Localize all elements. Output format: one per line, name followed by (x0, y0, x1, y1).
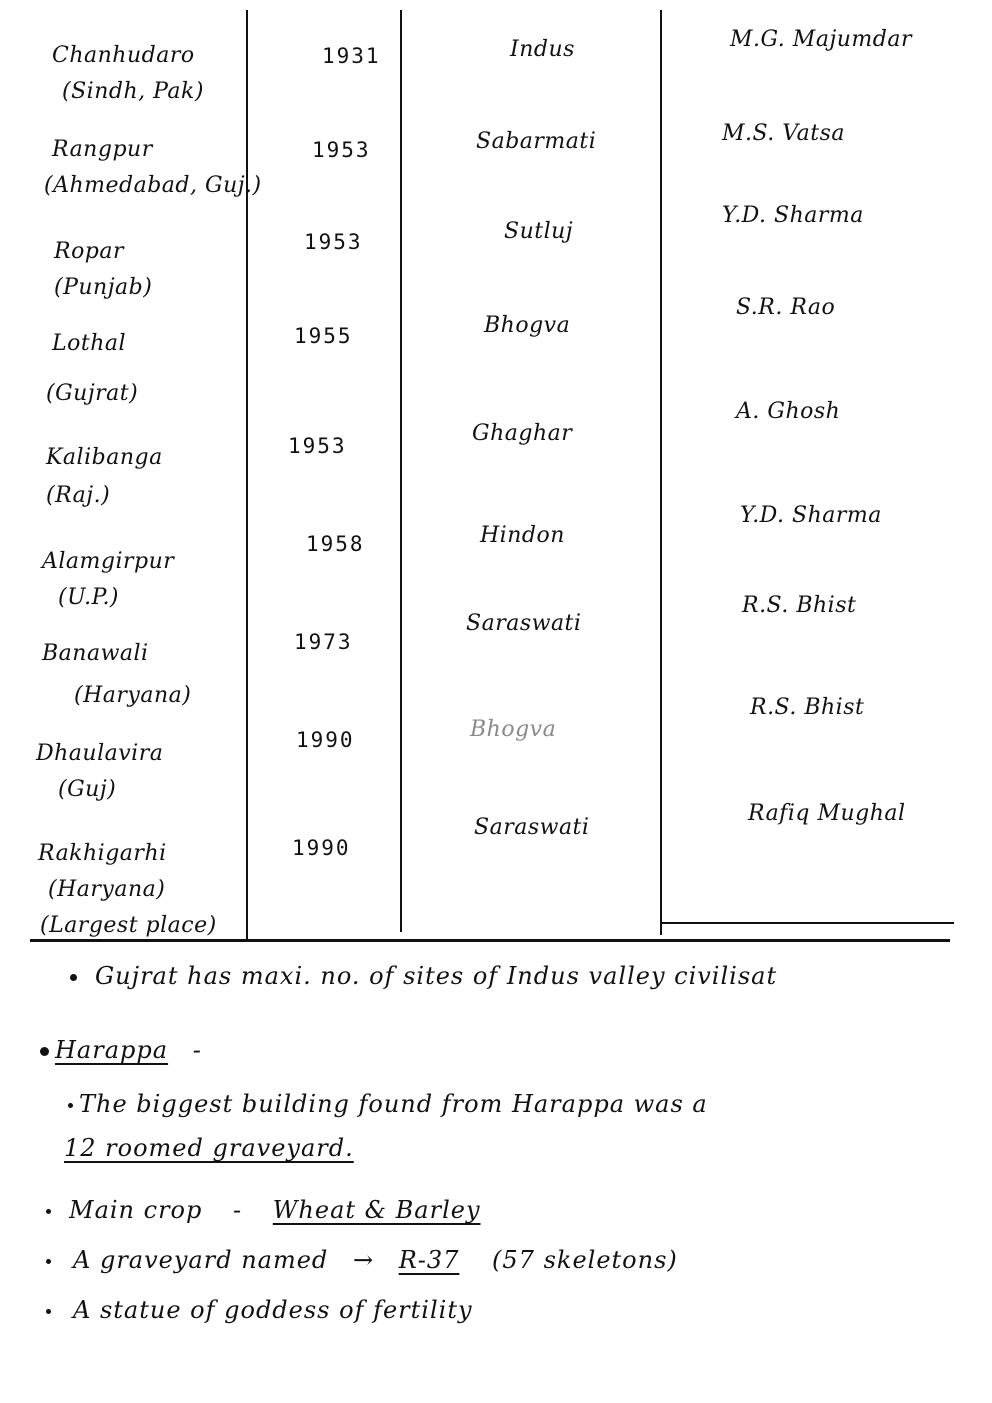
note-biggest-building: The biggest building found from Harappa was a (68, 1090, 708, 1118)
table-row-year: 1953 (304, 230, 363, 254)
site-name: Rakhigarhi (38, 841, 167, 866)
table-row-year: 1931 (322, 44, 381, 68)
table-row-site (36, 736, 163, 808)
table-row-excavator: S.R. Rao (736, 295, 836, 320)
table-row-site (54, 234, 152, 306)
table-row-site (46, 440, 163, 514)
table-row-excavator: A. Ghosh (736, 399, 841, 424)
table-row-year: 1955 (294, 324, 353, 348)
site-name: Ropar (54, 239, 125, 264)
table-row-year: 1973 (294, 630, 353, 654)
note-biggest-building-cont: 12 roomed graveyard. (64, 1134, 354, 1162)
table-bottom-rule-right (660, 922, 954, 924)
table-row-river: Indus (510, 37, 575, 62)
bullet-icon (40, 1047, 49, 1056)
site-region: (Gujrat) (46, 381, 139, 406)
table-row-river: Bhogva (484, 313, 571, 338)
note-statue: A statue of goddess of fertility (46, 1296, 473, 1324)
table-row-river: Ghaghar (472, 421, 573, 446)
table-row-year: 1990 (296, 728, 355, 752)
harappa-dash: - (192, 1036, 202, 1064)
table-row-excavator: M.G. Majumdar (730, 27, 913, 52)
crop-value: Wheat & Barley (272, 1196, 481, 1224)
table-column-rule-3 (660, 10, 662, 935)
site-name: Kalibanga (46, 445, 163, 470)
site-region: (Sindh, Pak) (62, 79, 204, 104)
site-name: Banawali (42, 641, 149, 666)
table-row-year: 1953 (288, 434, 347, 458)
bullet-icon (46, 1209, 51, 1214)
table-row-year: 1990 (292, 836, 351, 860)
site-region: (Raj.) (46, 483, 111, 508)
table-row-excavator: Y.D. Sharma (722, 203, 864, 228)
table-row-excavator: R.S. Bhist (750, 695, 865, 720)
table-row-year: 1958 (306, 532, 365, 556)
table-row-site (44, 132, 262, 204)
table-row-year: 1953 (312, 138, 371, 162)
bullet-icon (46, 1309, 51, 1314)
site-name: Dhaulavira (36, 741, 164, 766)
table-row-river: Hindon (480, 523, 565, 548)
graveyard-value: R-37 (398, 1246, 460, 1274)
site-name: Lothal (52, 331, 127, 356)
table-row-site (42, 544, 174, 616)
site-region: (U.P.) (58, 585, 120, 610)
table-row-site (38, 836, 217, 944)
table-column-rule-2 (400, 10, 402, 932)
site-region: (Ahmedabad, Guj.) (44, 173, 262, 198)
table-row-river: Sutluj (504, 219, 574, 244)
table-row-river: Sabarmati (476, 129, 597, 154)
bullet-icon (68, 1103, 73, 1108)
bullet-icon (70, 974, 77, 981)
site-name: Chanhudaro (52, 43, 195, 68)
site-name: Alamgirpur (42, 549, 175, 574)
table-row-river: Bhogva (470, 717, 557, 742)
table-row-site (52, 38, 204, 110)
arrow-icon: → (352, 1246, 375, 1274)
site-region: (Haryana) (48, 877, 166, 902)
note-harappa-heading (40, 1036, 202, 1064)
site-name: Rangpur (52, 137, 153, 162)
table-row-river: Saraswati (466, 611, 582, 636)
table-row-excavator: Y.D. Sharma (740, 503, 882, 528)
site-region: (Guj) (58, 777, 117, 802)
site-note: (Largest place) (40, 913, 217, 938)
note-main-crop: Main crop - Wheat & Barley (46, 1196, 481, 1224)
table-row-site (42, 636, 191, 714)
bullet-icon (46, 1259, 51, 1264)
note-graveyard: A graveyard named → R-37 (57 skeletons) (46, 1246, 678, 1274)
site-region: (Punjab) (54, 275, 153, 300)
table-row-excavator: M.S. Vatsa (722, 121, 846, 146)
harappa-heading: Harappa (55, 1036, 169, 1064)
site-region: (Haryana) (74, 683, 192, 708)
note-gujrat: Gujrat has maxi. no. of sites of Indus valley civilisat (70, 962, 777, 990)
table-row-river: Saraswati (474, 815, 590, 840)
table-row-excavator: R.S. Bhist (742, 593, 857, 618)
table-row-site (46, 326, 139, 412)
table-row-excavator: Rafiq Mughal (748, 801, 906, 826)
